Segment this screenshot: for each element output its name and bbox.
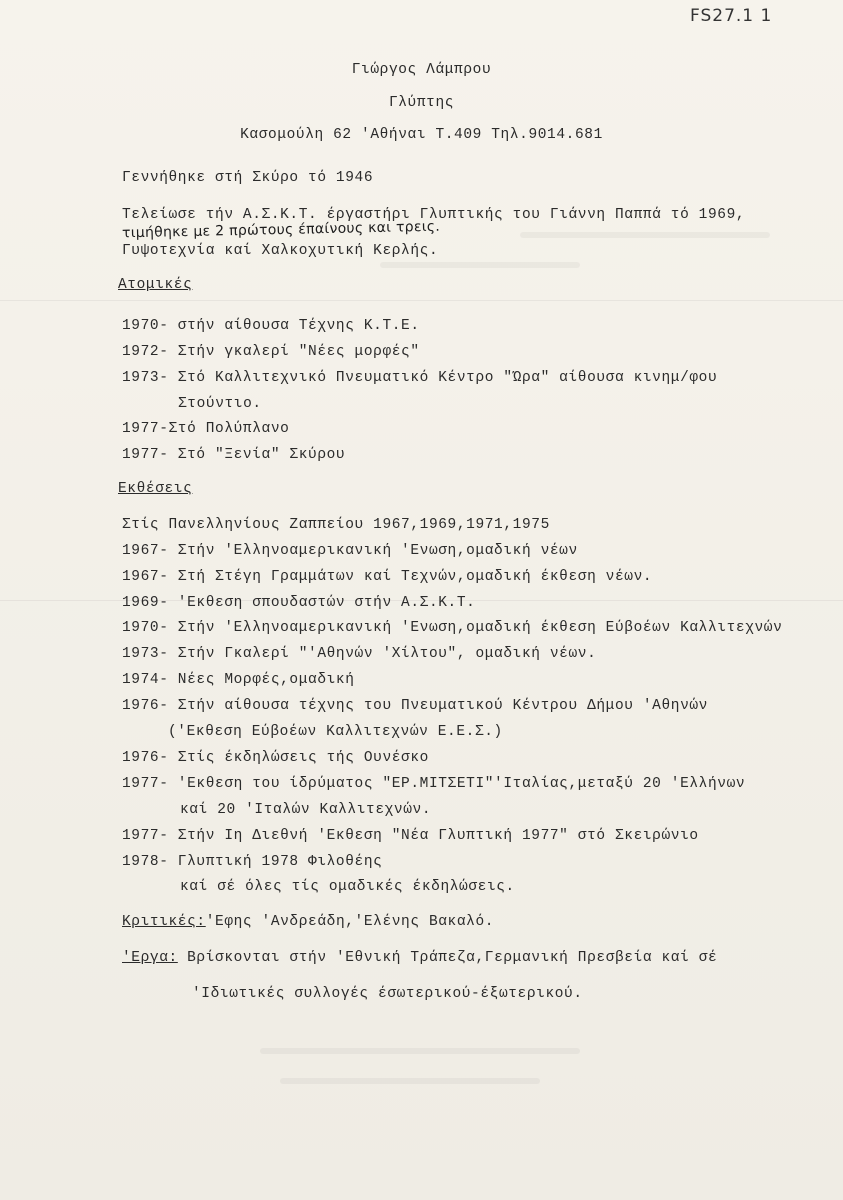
group-heading: Εκθέσεις	[118, 481, 193, 497]
works-text: Βρίσκονται στήν 'Εθνική Τράπεζα,Γερμανική Πρεσβεία καί σέ	[187, 950, 718, 966]
birth-line: Γεννήθηκε στή Σκύρο τό 1946	[122, 170, 374, 186]
show-through-mark	[520, 232, 770, 238]
artist-name: Γιώργος Λάμπρου	[351, 62, 492, 78]
show-through-mark	[260, 1048, 580, 1054]
works-label: 'Εργα:	[122, 950, 178, 966]
handwritten-note: τιμήθηκε με 2 πρώτους έπαίνους και τρεις.	[121, 218, 441, 242]
solo-heading: Ατομικές	[118, 277, 193, 293]
group-item: 1967- Στήν 'Ελληνοαμερικανική 'Ενωση,ομαδική νέων	[122, 543, 578, 559]
group-item-continued: καί σέ όλες τίς ομαδικές έκδηλώσεις.	[180, 879, 515, 895]
group-item-continued: καί 20 'Ιταλών Καλλιτεχνών.	[180, 802, 432, 818]
group-item: 1977- Στήν Ιη Διεθνή 'Εκθεση "Νέα Γλυπτική 1977" στό Σκειρώνιο	[122, 828, 699, 844]
critics-text: 'Εφης 'Ανδρεάδη,'Ελένης Βακαλό.	[205, 914, 495, 930]
group-item: 1977- 'Εκθεση του ίδρύματος "ΕΡ.ΜΙΤΣΕΤΙ"'Ιταλίας,μεταξύ 20 'Ελλήνων	[122, 776, 746, 792]
solo-item: 1973- Στό Καλλιτεχνικό Πνευματικό Κέντρο "Ώρα" αίθουσα κινημ/φου	[122, 370, 718, 386]
group-item: 1976- Στίς έκδηλώσεις τής Ουνέσκο	[122, 750, 429, 766]
critics-label: Κριτικές:	[122, 914, 206, 930]
show-through-mark	[280, 1078, 540, 1084]
group-item: 1974- Νέες Μορφές,ομαδική	[122, 672, 355, 688]
solo-item: 1977-Στό Πολύπλανο	[122, 421, 290, 437]
archive-reference: FS27.1 1	[690, 6, 773, 26]
group-item: Στίς Πανελληνίους Ζαππείου 1967,1969,1971,1975	[122, 517, 550, 533]
crafts-line: Γυψοτεχνία καί Χαλκοχυτική Κερλής.	[122, 243, 439, 259]
group-item: 1973- Στήν Γκαλερί "'Αθηνών 'Χίλτου", ομαδική νέων.	[122, 646, 597, 662]
group-item: 1967- Στή Στέγη Γραμμάτων καί Τεχνών,ομαδική έκθεση νέων.	[122, 569, 653, 585]
solo-item: 1970- στήν αίθουσα Τέχνης Κ.Τ.Ε.	[122, 318, 420, 334]
group-item: 1969- 'Εκθεση σπουδαστών στήν Α.Σ.Κ.Τ.	[122, 595, 476, 611]
address: Κασομούλη 62 'Αθήναι Τ.409 Τηλ.9014.681	[240, 127, 603, 143]
solo-item: 1972- Στήν γκαλερί "Νέες μορφές"	[122, 344, 420, 360]
group-item: 1970- Στήν 'Ελληνοαμερικανική 'Ενωση,ομαδική έκθεση Εύβοέων Καλλιτεχνών	[122, 620, 783, 636]
group-item: 1978- Γλυπτική 1978 Φιλοθέης	[122, 854, 383, 870]
works-line-continued: 'Ιδιωτικές συλλογές έσωτερικού-έξωτερικού.	[192, 986, 583, 1002]
solo-item: 1977- Στό "Ξενία" Σκύρου	[122, 447, 346, 463]
show-through-mark	[380, 262, 580, 268]
profession: Γλύπτης	[388, 95, 455, 111]
group-item: 1976- Στήν αίθουσα τέχνης του Πνευματικού Κέντρου Δήμου 'Αθηνών	[122, 698, 708, 714]
studies-line: Τελείωσε τήν Α.Σ.Κ.Τ. έργαστήρι Γλυπτικής του Γιάννη Παππά τό 1969,	[122, 207, 746, 223]
critics-line	[122, 914, 494, 930]
solo-item-continued: Στούντιο.	[178, 396, 262, 412]
group-item-continued: ('Εκθεση Εύβοέων Καλλιτεχνών Ε.Ε.Σ.)	[168, 724, 503, 740]
paper-fold	[0, 300, 843, 301]
works-line	[122, 950, 717, 966]
